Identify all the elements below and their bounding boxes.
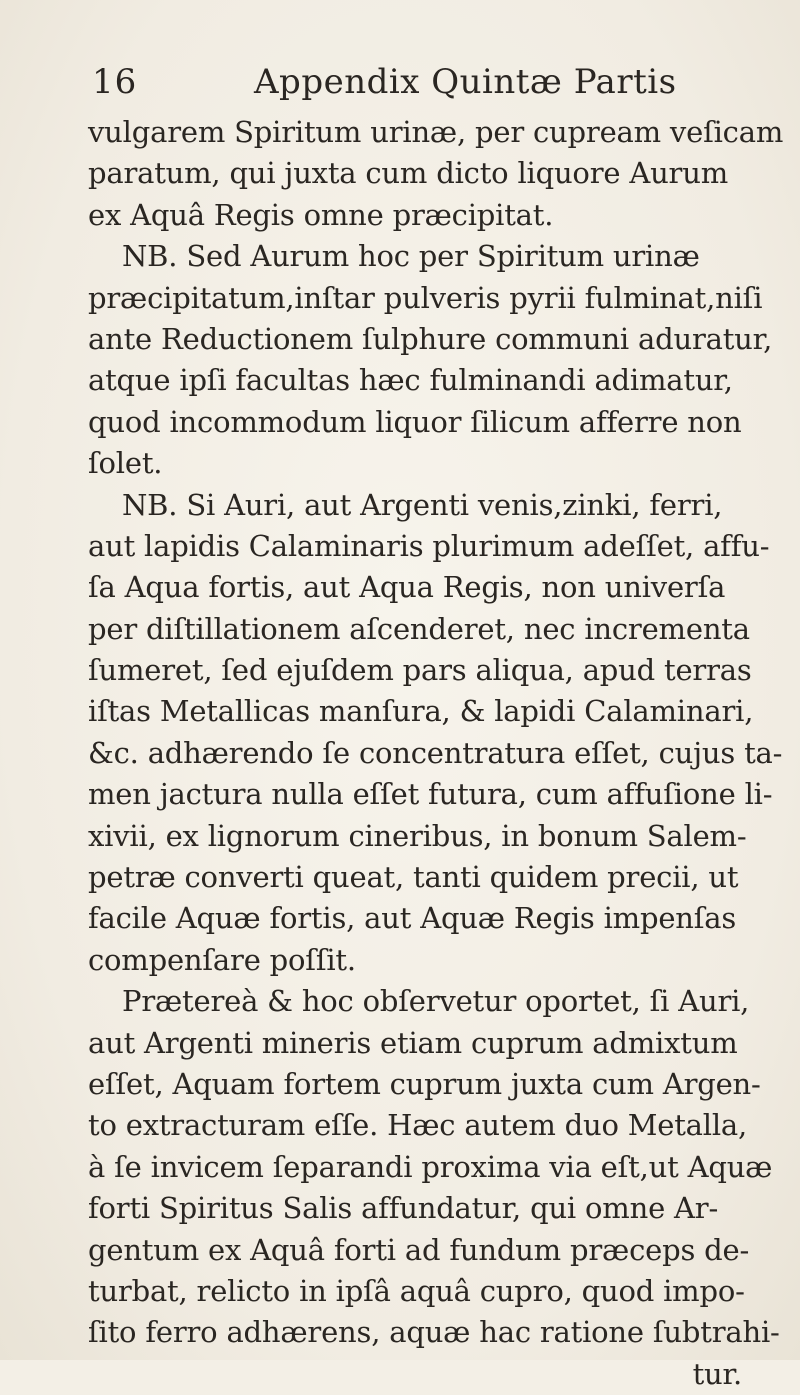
text-line: aut lapidis Calaminaris plurimum adeſſet, affu- bbox=[88, 528, 770, 563]
text-line: NB. Sed Aurum hoc per Spiritum urinæ bbox=[122, 239, 700, 274]
text-line: iſtas Metallicas manſura, & lapidi Calaminari, bbox=[88, 694, 754, 729]
text-line: ſumeret, ſed ejuſdem pars aliqua, apud terras bbox=[88, 653, 752, 688]
text-line: xivii, ex lignorum cineribus, in bonum Salem- bbox=[88, 818, 747, 853]
text-line: ſolet. bbox=[88, 446, 163, 481]
page-number: 16 bbox=[92, 62, 138, 102]
text-line: petræ converti queat, tanti quidem precii, ut bbox=[88, 860, 739, 895]
text-line: ex Aquâ Regis omne præcipitat. bbox=[88, 197, 554, 232]
text-line: quod incommodum liquor ſilicum afferre non bbox=[88, 404, 742, 439]
text-line: ante Reductionem ſulphure communi aduratur, bbox=[88, 321, 773, 356]
body-text bbox=[88, 112, 788, 1395]
text-line: præcipitatum,inſtar pulveris pyrii fulminat,niſi bbox=[88, 280, 763, 315]
text-line: forti Spiritus Salis affundatur, qui omne Ar- bbox=[88, 1191, 719, 1226]
text-line: men jactura nulla eſſet futura, cum affuſione li- bbox=[88, 777, 773, 812]
text-line: vulgarem Spiritum urinæ, per cupream veſicam bbox=[88, 115, 784, 149]
text-line: &c. adhærendo ſe concentratura eſſet, cujus ta- bbox=[88, 735, 783, 770]
text-line: per diſtillationem aſcenderet, nec incrementa bbox=[88, 611, 750, 646]
text-line: NB. Si Auri, aut Argenti venis,zinki, ferri, bbox=[122, 487, 723, 522]
text-line: gentum ex Aquâ forti ad fundum præceps de- bbox=[88, 1232, 750, 1267]
text-line: Prætereà & hoc obſervetur oportet, ſi Auri, bbox=[122, 984, 750, 1019]
text-line: paratum, qui juxta cum dicto liquore Aurum bbox=[88, 156, 728, 191]
page-header bbox=[92, 62, 772, 106]
text-line: ſa Aqua fortis, aut Aqua Regis, non univerſa bbox=[88, 570, 726, 605]
text-line: to extracturam eſſe. Hæc autem duo Metalla, bbox=[88, 1108, 748, 1143]
text-line: atque ipſi facultas hæc fulminandi adimatur, bbox=[88, 363, 733, 398]
catchword: tur. bbox=[692, 1356, 742, 1391]
text-line: aut Argenti mineris etiam cuprum admixtum bbox=[88, 1025, 738, 1060]
text-line: à ſe invicem ſeparandi proxima via eſt,ut Aquæ bbox=[88, 1149, 773, 1184]
text-line: facile Aquæ fortis, aut Aquæ Regis impenſas bbox=[88, 901, 737, 936]
text-line: compenſare poſſit. bbox=[88, 942, 356, 977]
running-head: Appendix Quintæ Partis bbox=[254, 62, 677, 102]
text-line: eſſet, Aquam fortem cuprum juxta cum Argen- bbox=[88, 1066, 761, 1101]
text-line: ſito ferro adhærens, aquæ hac ratione ſubtrahi- bbox=[88, 1315, 780, 1350]
text-line: turbat, relicto in ipſâ aquâ cupro, quod impo- bbox=[88, 1273, 745, 1308]
